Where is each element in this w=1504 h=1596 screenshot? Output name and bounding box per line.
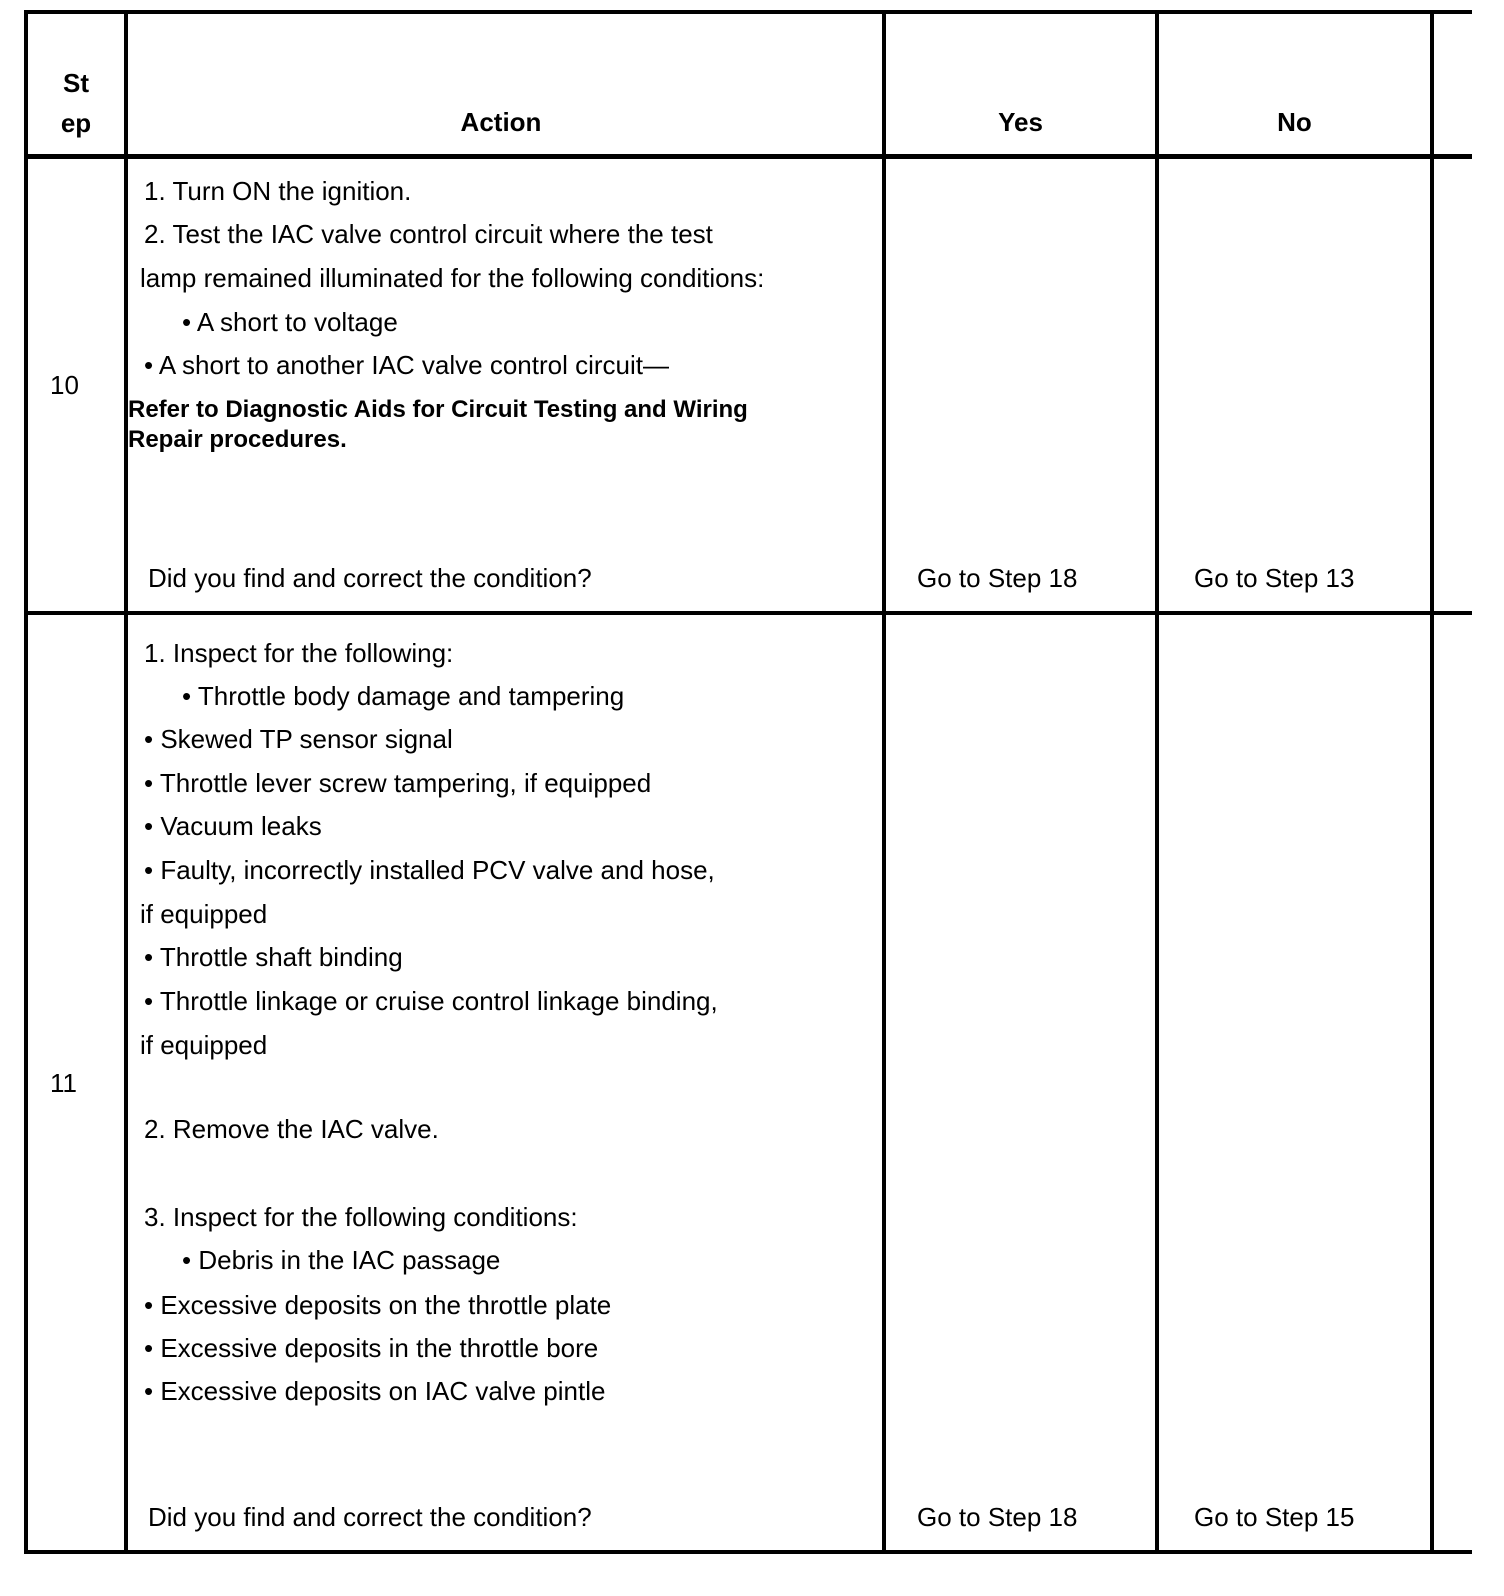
action-bullet: • A short to voltage [182,307,398,337]
action-bullet: • Excessive deposits in the throttle bore [144,1333,599,1363]
action-bullet: • Excessive deposits on the throttle plate [144,1290,612,1320]
column-divider-step [124,10,128,1554]
no-result: Go to Step 15 [1194,1502,1355,1532]
diagnostic-aids-note: Refer to Diagnostic Aids for Circuit Testing and Wiring [128,396,748,423]
table-border-bottom [24,1550,1472,1554]
action-question: Did you find and correct the condition? [148,563,592,593]
action-bullet: • Throttle linkage or cruise control linkage binding, [144,986,718,1016]
action-bullet: • Skewed TP sensor signal [144,724,453,754]
action-line: 3. Inspect for the following conditions: [144,1202,578,1232]
action-bullet: • Excessive deposits on IAC valve pintle [144,1376,606,1406]
row-divider [24,611,1472,615]
step-number-10: 10 [50,370,79,400]
header-action: Action [460,107,542,137]
header-divider [24,154,1472,159]
header-yes: Yes [998,107,1043,137]
step-number-11: 11 [50,1068,77,1098]
action-bullet: • Faulty, incorrectly installed PCV valve and hose, [144,855,715,885]
action-line: 2. Remove the IAC valve. [144,1114,439,1144]
header-step-line2: ep [60,108,92,138]
action-line: 1. Inspect for the following: [144,638,454,668]
action-bullet: • Throttle lever screw tampering, if equipped [144,768,652,798]
action-bullet: • Vacuum leaks [144,811,322,841]
table-border-right [1430,10,1434,1554]
table-border-left [24,10,28,1554]
action-line: 2. Test the IAC valve control circuit where the test [144,219,713,249]
header-step-line1: St [63,68,89,98]
diagnostic-aids-note: Repair procedures. [128,426,347,453]
action-line: if equipped [140,1030,268,1060]
table-border-top [24,10,1472,14]
action-line: lamp remained illuminated for the following conditions: [140,263,765,293]
action-bullet: • Throttle body damage and tampering [182,681,625,711]
action-question: Did you find and correct the condition? [148,1502,592,1532]
diagnostic-table [24,10,1472,1592]
action-bullet: • Debris in the IAC passage [182,1245,501,1275]
column-divider-yes [1155,10,1159,1554]
column-divider-action [882,10,886,1554]
yes-result: Go to Step 18 [917,1502,1078,1532]
header-no: No [1277,107,1312,137]
action-line: 1. Turn ON the ignition. [144,176,412,206]
yes-result: Go to Step 18 [917,563,1078,593]
action-bullet: • A short to another IAC valve control circuit— [144,350,670,380]
action-bullet: • Throttle shaft binding [144,942,403,972]
action-line: if equipped [140,899,268,929]
no-result: Go to Step 13 [1194,563,1355,593]
